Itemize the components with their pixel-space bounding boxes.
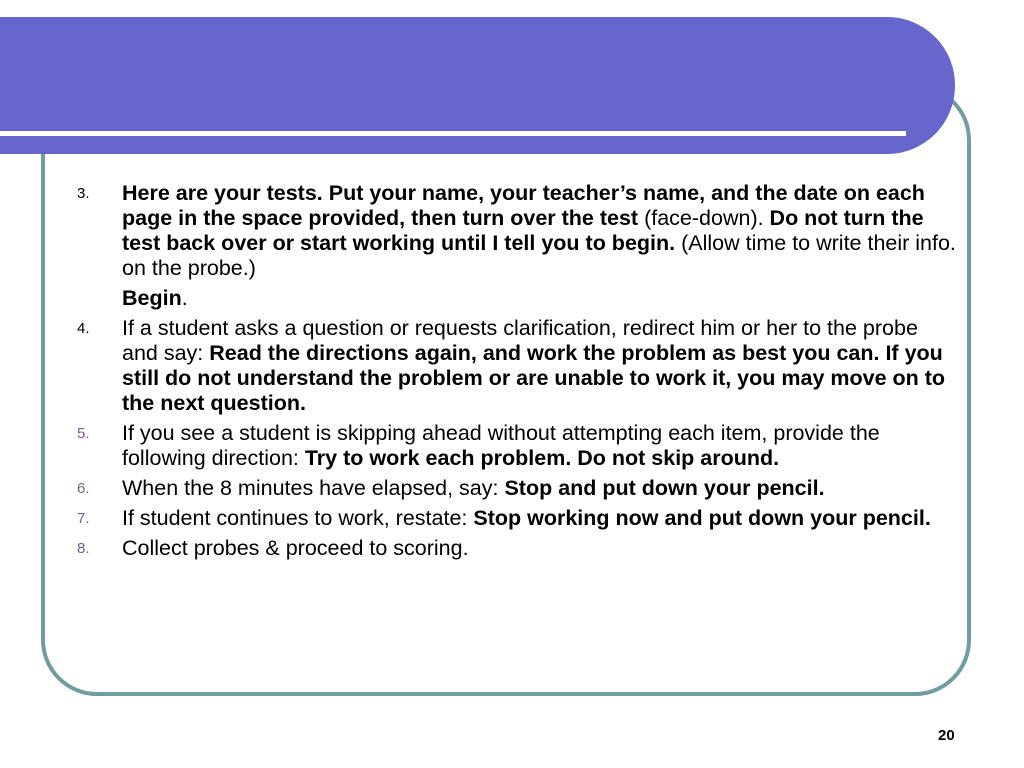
item-text: If student continues to work, restate: (122, 506, 474, 530)
item-text-bold: Begin (122, 286, 182, 310)
instruction-list (77, 181, 957, 566)
list-item-3 (77, 181, 957, 281)
item-text: Collect probes & proceed to scoring. (122, 536, 469, 560)
item-text: (Allow time to write their info. on the probe.) (122, 231, 956, 280)
page-number: 20 (938, 727, 955, 744)
item-text-bold: Do not turn the test back over or start working until I tell you to begin. (122, 206, 924, 255)
list-item-6 (77, 476, 957, 501)
item-text-bold: Try to work each problem. Do not skip around. (304, 446, 780, 470)
item-text: If a student asks a question or requests clarification, redirect him or her to the probe and say: (122, 316, 918, 365)
item-text-bold: Here are your tests. Put your name, your teacher’s name, and the date on each page in the space provided, then turn over the test (122, 181, 925, 230)
list-item-5 (77, 421, 957, 471)
list-subitem-begin (77, 286, 957, 311)
item-text: When the 8 minutes have elapsed, say: (122, 476, 505, 500)
item-text: (face-down). (638, 206, 770, 230)
item-text: If you see a student is skipping ahead without attempting each item, provide the following direction: (122, 421, 880, 470)
item-number: 8. (77, 540, 90, 557)
banner-divider-line (0, 131, 906, 136)
item-number: 7. (77, 510, 90, 527)
item-text-bold: Read the directions again, and work the problem as best you can. If you still do not understand the problem or are unable to work it, you may move on to the next question. (122, 341, 946, 415)
item-number: 5. (77, 425, 90, 442)
item-text: . (181, 286, 188, 310)
item-number: 6. (77, 480, 90, 497)
list-item-4 (77, 316, 957, 416)
list-item-8 (77, 536, 957, 561)
item-text-bold: Stop and put down your pencil. (504, 476, 825, 500)
list-item-7 (77, 506, 957, 531)
item-text-bold: Stop working now and put down your pencil. (473, 506, 931, 530)
item-number: 4. (77, 320, 90, 337)
item-number: 3. (77, 185, 90, 202)
